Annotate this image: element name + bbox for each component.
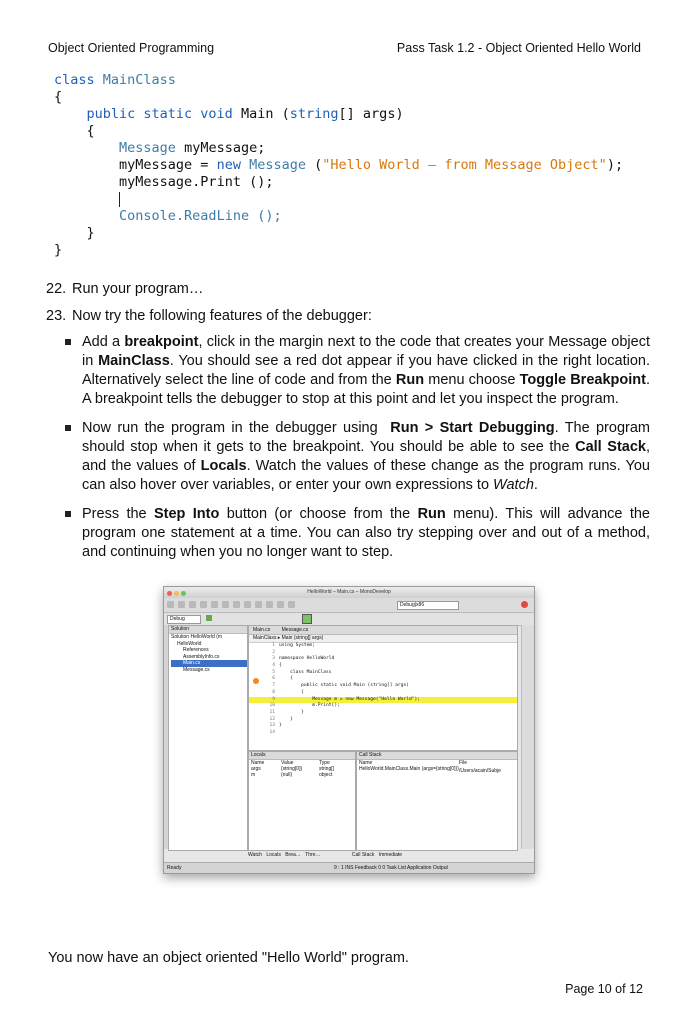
solution-pad (168, 625, 248, 851)
tab-main-cs[interactable]: Main.cs (253, 627, 271, 633)
bold-term: Locals (200, 458, 247, 474)
pad-tab-immediate[interactable]: Immediate (378, 852, 403, 858)
redo-icon[interactable] (222, 601, 229, 608)
local-type: string[] (319, 766, 335, 772)
code-line-console (54, 208, 623, 225)
code-string-hello: "Hello World (322, 157, 420, 173)
bold-term: Step Into (153, 506, 220, 522)
editor-line[interactable] (249, 643, 517, 650)
code-line-brace: { (54, 89, 63, 105)
line-number[interactable]: 6 (272, 676, 275, 682)
local-name: args (251, 766, 261, 772)
line-code: } (279, 723, 282, 729)
code-assign-lhs: myMessage = (119, 157, 217, 173)
tree-item-main-cs[interactable]: Main.cs (171, 660, 247, 667)
code-param-rest: [] args) (338, 106, 404, 122)
line-code: using System; (279, 643, 315, 648)
line-code: class MainClass (279, 669, 332, 675)
bold-term: Run (395, 372, 425, 388)
call-stack-row[interactable] (357, 766, 517, 772)
bold-term: Call Stack (575, 439, 646, 455)
find-icon[interactable] (266, 601, 273, 608)
line-number[interactable]: 13 (269, 723, 275, 729)
solution-tree (169, 634, 247, 673)
pad-tab-locals[interactable]: Locals (266, 852, 281, 858)
text: . The program should stop when it gets to the breakpoint. You should be able to see the (82, 420, 650, 455)
code-line-print (54, 174, 623, 191)
line-code: { (279, 663, 282, 669)
step-22 (46, 281, 203, 297)
locals-row[interactable] (249, 772, 355, 778)
zoom-icon[interactable] (181, 591, 186, 596)
text: , and the values of (82, 439, 650, 474)
line-code: namespace HelloWorld (279, 656, 335, 662)
code-line-class (54, 72, 623, 89)
pad-tab-call-stack[interactable]: Call Stack (351, 852, 375, 858)
editor-line[interactable] (249, 656, 517, 663)
line-number[interactable]: 1 (272, 643, 275, 648)
paste-icon[interactable] (255, 601, 262, 608)
step-into-icon[interactable] (302, 614, 312, 624)
code-line-caret (54, 191, 623, 208)
bullet-step-into (62, 505, 650, 562)
pad-tab-watch[interactable]: Watch (248, 852, 262, 858)
close-icon[interactable] (167, 591, 172, 596)
status-right: 9 : 1 INS Feedback 0 0 Task List Application Output (334, 865, 448, 871)
code-line-method (54, 106, 623, 123)
debugger-feature-list (62, 333, 650, 572)
pad-tabs (248, 851, 516, 859)
add-icon[interactable] (206, 615, 212, 621)
code-brace: { (86, 123, 95, 139)
bullet-marker (65, 425, 71, 431)
stop-icon[interactable] (521, 601, 528, 608)
pad-tab-threads[interactable]: Thre… (305, 852, 321, 858)
line-number[interactable]: 7 (272, 683, 275, 689)
undo-icon[interactable] (211, 601, 218, 608)
line-number[interactable]: 9 (272, 696, 275, 702)
configuration-select[interactable]: Debug|x86 (397, 601, 459, 610)
save-all-icon[interactable] (200, 601, 207, 608)
step-23 (46, 308, 372, 324)
right-pad-strip (521, 625, 534, 849)
code-print-call: myMessage.Print (); (119, 174, 274, 190)
local-value: {string[0]} (281, 766, 303, 772)
editor-lines (249, 643, 517, 737)
step-text: Now try the following features of the debugger: (72, 308, 372, 324)
text: . You should see a red dot appear if you have clicked in the right location. Alternatively select the line of code and from the (82, 353, 650, 388)
line-code: Message m = new Message("Hello World"); (279, 696, 421, 702)
locals-header: Locals (249, 752, 355, 760)
minimize-icon[interactable] (174, 591, 179, 596)
local-type: object (319, 772, 333, 778)
tree-item-references[interactable]: References (183, 647, 209, 653)
text: . (533, 477, 538, 493)
text: menu choose (424, 372, 520, 388)
code-decl-rest: myMessage; (175, 140, 266, 156)
code-ctor-close: ); (606, 157, 624, 173)
editor-breadcrumb[interactable]: MainClass ▸ Main (string[] args) (249, 635, 517, 643)
column-header[interactable]: File (459, 760, 468, 766)
code-ctor-open: ( (306, 157, 323, 173)
line-number[interactable]: 5 (272, 669, 275, 675)
bold-term: Toggle Breakpoint (519, 372, 646, 388)
step-number: 22. (46, 281, 67, 297)
bold-term: breakpoint (124, 334, 199, 350)
page-number: Page 10 of 12 (565, 982, 643, 996)
open-icon[interactable] (178, 601, 185, 608)
bold-term: MainClass (98, 353, 170, 369)
text: , click in the margin next to the code that creates your Message object in (82, 334, 650, 369)
pad-tab-breakpoints[interactable]: Brea… (285, 852, 301, 858)
line-number[interactable]: 8 (272, 689, 275, 695)
frame-name: HelloWorld.MainClass.Main (args={string[0]}) (359, 766, 459, 772)
code-line-assign (54, 157, 623, 174)
column-header[interactable]: Name (251, 760, 265, 766)
ide-screenshot (163, 586, 535, 874)
status-bar (164, 862, 534, 873)
ide-titlebar (164, 587, 534, 598)
text: Press the (82, 506, 154, 522)
bullet-marker (65, 511, 71, 517)
status-text: Ready (167, 865, 182, 871)
text: button (or choose from the (219, 506, 418, 522)
code-editor[interactable] (248, 625, 518, 751)
call-stack-header: Call Stack (357, 752, 517, 760)
tree-item-message-cs[interactable]: Message.cs (183, 666, 210, 673)
ide-main-toolbar (164, 598, 534, 613)
line-number[interactable]: 14 (269, 729, 275, 735)
save-icon[interactable] (189, 601, 196, 608)
editor-line[interactable] (249, 717, 517, 724)
text: . Watch the values of these change as the program runs. You can also hover over variables, or enter your own expressions to (82, 458, 650, 493)
editor-line[interactable] (249, 683, 517, 690)
text-cursor (119, 192, 120, 207)
line-code: } (279, 716, 293, 722)
line-number[interactable]: 2 (272, 649, 275, 655)
code-console-call: Console.ReadLine (); (119, 208, 282, 224)
closing-paragraph: You now have an object oriented "Hello World" program. (48, 950, 409, 966)
text: Add a (82, 334, 125, 350)
text: . A breakpoint tells the debugger to stop at this point and let you inspect the program. (82, 372, 650, 407)
code-type: Message (249, 157, 307, 173)
line-number[interactable]: 11 (269, 709, 275, 715)
text: menu). This will advance the program one statement at a time. You can also try stepping over and out of a method, and continuing when you no longer want to step. (82, 506, 650, 560)
line-code: { (279, 676, 293, 682)
editor-tabs (249, 626, 517, 635)
line-code: m.Print(); (279, 703, 340, 709)
code-new-keyword: new (216, 157, 241, 173)
code-line-brace (54, 225, 623, 242)
editor-line[interactable] (249, 703, 517, 710)
bullet-marker (65, 339, 71, 345)
step-number: 23. (46, 308, 67, 324)
line-code: { (279, 689, 304, 695)
breakpoint-arrow-icon[interactable] (253, 678, 259, 684)
call-stack-pad (356, 751, 518, 851)
code-param-type: string (289, 106, 339, 122)
code-class-name: MainClass (102, 72, 176, 88)
code-line-brace (54, 123, 623, 140)
ide-window-title: HelloWorld – Main.cs – MonoDevelop (307, 589, 391, 595)
header-course-title: Object Oriented Programming (48, 41, 215, 55)
run-icon[interactable] (288, 601, 295, 608)
debug-config-select[interactable]: Debug (167, 615, 201, 624)
header-task-title: Pass Task 1.2 - Object Oriented Hello World (396, 41, 641, 55)
code-line-brace: } (54, 242, 63, 258)
editor-line[interactable] (249, 710, 517, 717)
cut-icon[interactable] (233, 601, 240, 608)
solution-pad-header: Solution (169, 626, 247, 634)
bold-term: Run > Start Debugging (390, 420, 555, 436)
tree-item-assemblyinfo[interactable]: AssemblyInfo.cs (183, 653, 220, 660)
tree-item-project[interactable]: HelloWorld (177, 640, 202, 647)
code-method-name: Main (240, 106, 274, 122)
locals-pad (248, 751, 356, 851)
line-number[interactable]: 12 (269, 716, 275, 722)
code-method-modifiers: public static void (86, 106, 233, 122)
code-paren: ( (281, 106, 290, 122)
line-number[interactable]: 10 (269, 703, 275, 709)
italic-term: Watch (493, 477, 534, 493)
editor-line[interactable] (249, 723, 517, 730)
column-header[interactable]: Value (281, 760, 294, 766)
local-name: m (251, 772, 256, 778)
code-listing (54, 72, 623, 259)
tab-message-cs[interactable]: Message.cs (281, 627, 309, 633)
line-number[interactable]: 3 (272, 656, 275, 662)
bullet-breakpoint (62, 333, 650, 409)
column-header[interactable]: Name (359, 760, 373, 766)
code-line-decl (54, 140, 623, 157)
bullet-start-debugging (62, 419, 650, 495)
local-value: (null) (281, 772, 293, 778)
code-brace: } (86, 225, 95, 241)
step-text: Run your program… (72, 281, 204, 297)
frame-file: /Users/acain/Subje (459, 768, 501, 774)
editor-line[interactable] (249, 663, 517, 670)
code-string-from: from Message Object" (444, 157, 607, 173)
build-icon[interactable] (277, 601, 284, 608)
line-code: } (279, 709, 304, 715)
code-keyword: class (54, 72, 95, 88)
bold-term: Run (417, 506, 446, 522)
line-code: public static void Main (string[] args) (279, 683, 409, 689)
copy-icon[interactable] (244, 601, 251, 608)
tree-item-solution[interactable]: Solution HelloWorld (m (171, 634, 223, 640)
new-file-icon[interactable] (167, 601, 174, 608)
code-type: Message (119, 140, 176, 156)
line-number[interactable]: 4 (272, 663, 275, 669)
editor-line[interactable] (249, 690, 517, 697)
editor-line[interactable] (249, 730, 517, 737)
column-header[interactable]: Type (319, 760, 330, 766)
code-dash: – (427, 157, 437, 173)
text: Now run the program in the debugger using (82, 420, 391, 436)
